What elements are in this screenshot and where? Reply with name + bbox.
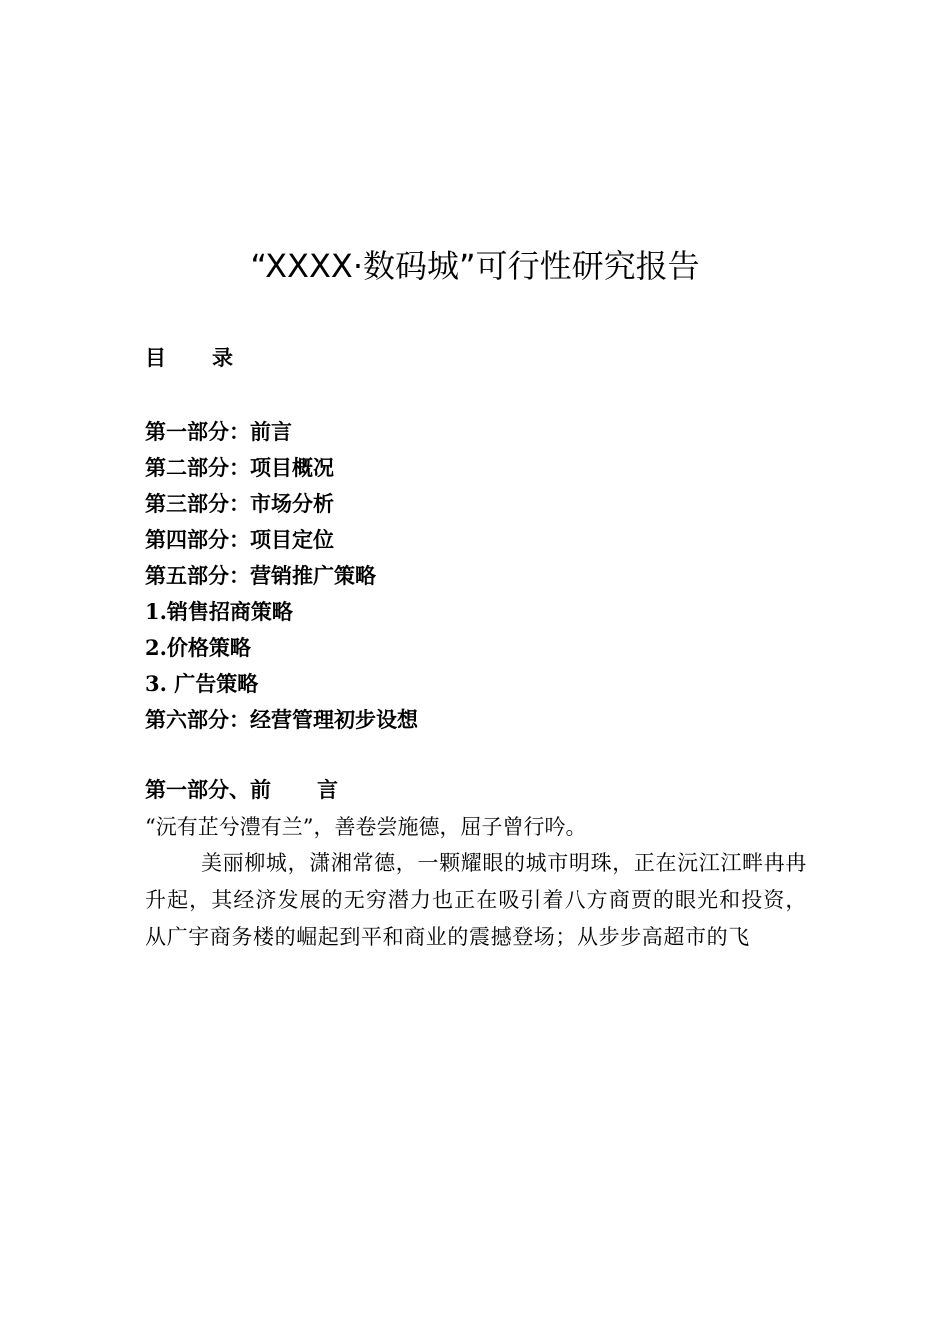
document-title: “XXXX·数码城”可行性研究报告 [250, 247, 700, 285]
section-1-paragraph: 美丽柳城，潇湘常德，一颗耀眼的城市明珠，正在沅江江畔冉冉升起，其经济发展的无穷潜力也正在吸引着八方商贾的眼光和投资，从广宇商务楼的崛起到平和商业的震撼登场；从步步高超市的飞 [145, 851, 807, 949]
section-1-quote: “沅有芷兮澧有兰”，善卷尝施德，屈子曾行吟。 [145, 815, 587, 839]
section-1-heading-right: 言 [317, 777, 338, 802]
toc-subitem-advertising: 3. 广告策略 [145, 671, 259, 696]
toc-item-part-6: 第六部分：经营管理初步设想 [145, 707, 418, 732]
toc-item-part-4: 第四部分：项目定位 [145, 527, 334, 552]
toc-subitem-sales: 1.销售招商策略 [145, 599, 293, 624]
toc-item-part-1: 第一部分：前言 [145, 419, 292, 444]
toc-heading-char-2: 录 [212, 345, 233, 370]
toc-item-part-5: 第五部分：营销推广策略 [145, 563, 376, 588]
toc-heading-char-1: 目 [145, 345, 166, 370]
toc-subitem-price: 2.价格策略 [145, 635, 251, 660]
section-1-heading [145, 774, 338, 806]
section-1-heading-left: 第一部分、前 [145, 777, 271, 802]
toc-item-part-3: 第三部分：市场分析 [145, 491, 334, 516]
table-of-contents [145, 414, 418, 738]
toc-item-part-2: 第二部分：项目概况 [145, 455, 334, 480]
toc-heading [145, 342, 233, 374]
